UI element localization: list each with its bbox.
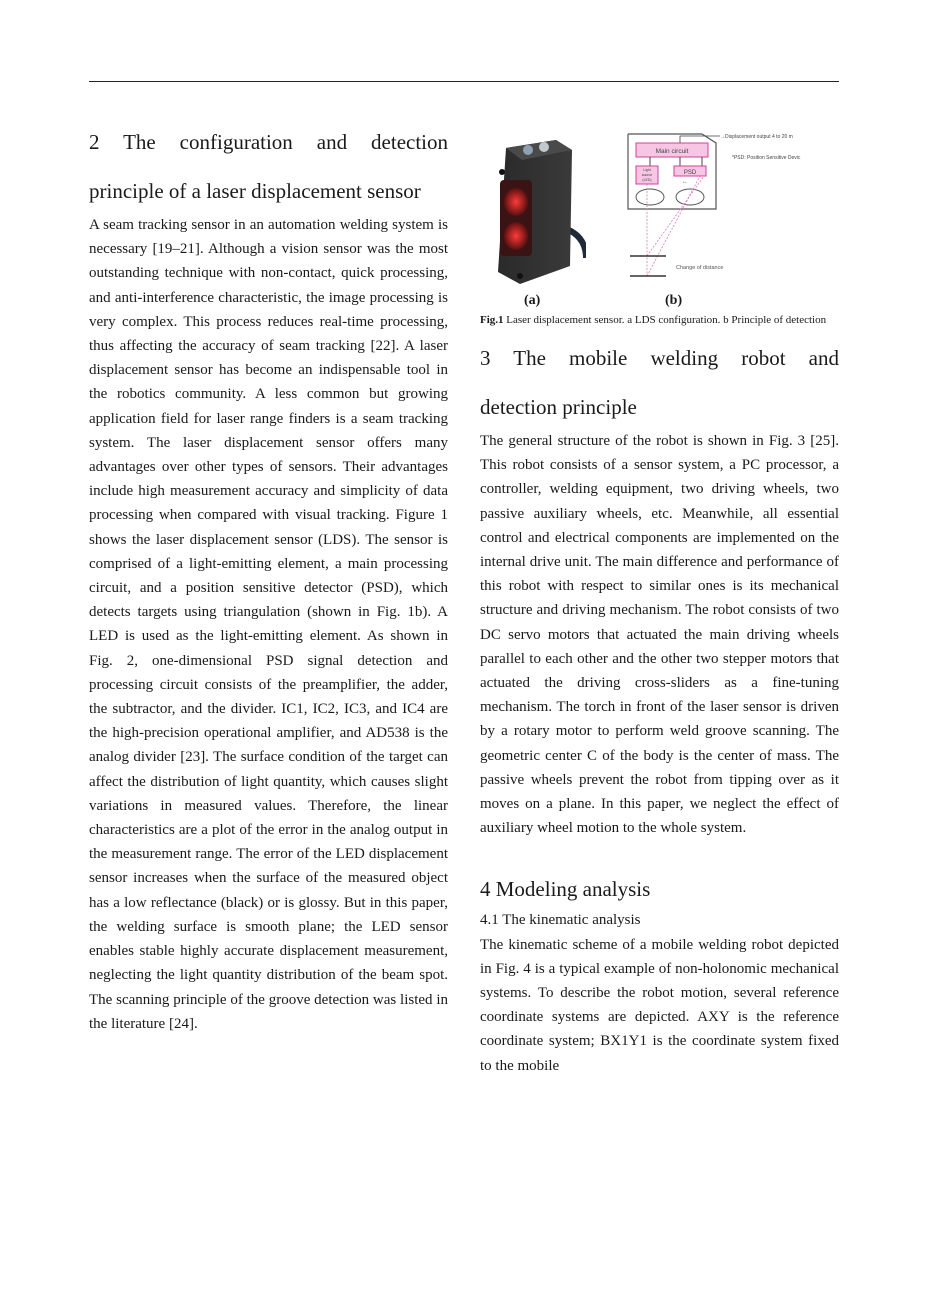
section-2-body: A seam tracking sensor in an automation welding system is necessary [19–21]. Although a vision sensor was the most outstanding technique with non-contact, quick processing, and anti-interference characteristic, the image processing is very complex. This process reduces real-time processing, thus affecting the accuracy of seam tracking [22]. A laser displacement sensor has become an indispensable tool in the robotics community. A less common but growing application field for laser range finders is a seam tracking system. The laser displacement sensor offers many advantages over other types of sensors. Their advantages include high measurement accuracy and simplicity of data processing when compared with visual tracking. Figure 1 shows the laser displacement sensor (LDS). The sensor is comprised of a light-emitting element, a main processing circuit, and a position sensitive detector (PSD), which detects targets using triangulation (shown in Fig. 1b). A LED is used as the light-emitting element. As shown in Fig. 2, one-dimensional PSD signal detection and processing circuit consists of the preamplifier, the adder, the subtractor, and the divider. IC1, IC2, IC3, and IC4 are the high-precision operational amplifier, and AD538 is the analog divider [23]. The surface condition of the target can affect the distribution of light quantity, which causes slight variations in measured values. Therefore, the linear characteristics are a plot of the error in the analog output in the measurement range. The error of the LED displacement sensor increases when the surface of the measured object has a low reflectance (black) or is glossy. But in this paper, the welding surface is smooth plane; the LED sensor enables stable highly accurate displacement measurement, neglecting the light quantity distribution of the beam spot. The scanning principle of the groove detection was listed in the literature [24]. [89,217,448,1032]
svg-text:Change of distance: Change of distance [676,265,724,271]
section-4-body: The kinematic scheme of a mobile welding robot depicted in Fig. 4 is a typical example of non-holonomic mechanical systems. To describe the robot motion, several reference coordinate systems are depicted. AXY is the reference coordinate system; BX1Y1 is the coordinate system fixed to the mobile [480,936,839,1074]
figure-1-caption [480,308,839,332]
section-2-heading-line1: 2 The configuration and detection [89,130,448,154]
left-column [89,118,448,1036]
svg-text:Main circuit: Main circuit [655,148,689,155]
svg-text:PSD: PSD [683,170,697,176]
section-3-heading [480,334,839,431]
section-3-heading-line1: 3 The mobile welding robot and [480,346,839,370]
section-3-heading-line2: detection principle [480,394,637,419]
svg-text:Light: Light [643,168,651,172]
section-4-1-heading: 4.1 The kinematic analysis [480,912,641,929]
detection-principle-diagram [620,131,840,286]
svg-text:*PSD: Position Sensitive Devic: *PSD: Position Sensitive Devic [732,155,801,161]
section-2-heading [89,118,448,215]
figure-1 [480,126,839,308]
svg-text:(LED): (LED) [642,178,652,182]
figure-1b-label: (b) [665,293,683,308]
sensor-photo [486,136,586,288]
figure-1-caption-label: Fig.1 [480,314,504,326]
figure-1a-label: (a) [524,293,541,308]
svg-text:→Displacement output 4 to 20 m: →Displacement output 4 to 20 m [720,134,793,140]
section-4-heading: 4 Modeling analysis [480,877,651,902]
svg-text:←: ← [682,179,688,185]
section-3-body: The general structure of the robot is shown in Fig. 3 [25]. This robot consists of a sensor system, a PC processor, a controller, welding equipment, two driving wheels, two passive auxiliary wheels, etc. Meanwhile, all essential control and electrical components are implemented on the internal drive unit. The main difference and performance of this robot with respect to similar ones is its mechanical structure and driving mechanism. The robot consists of two DC servo motors that actuated the main driving wheels parallel to each other and the other two stepper motors that actuated the driving cross-sliders as a fine-tuning mechanism. The torch in front of the laser sensor is driven by a rotary motor to perform weld groove scanning. The geometric center C of the body is the center of mass. The passive wheels prevent the robot from tipping over as it moves on a plane. In this paper, we neglect the effect of auxiliary wheel motion to the whole system. [480,433,839,837]
right-column [480,126,839,1078]
svg-text:source: source [641,173,653,177]
figure-1-caption-text: Laser displacement sensor. a LDS configuration. b Principle of detection [503,314,827,326]
header-rule [89,81,839,82]
section-2-heading-line2: principle of a laser displacement sensor [89,178,421,203]
